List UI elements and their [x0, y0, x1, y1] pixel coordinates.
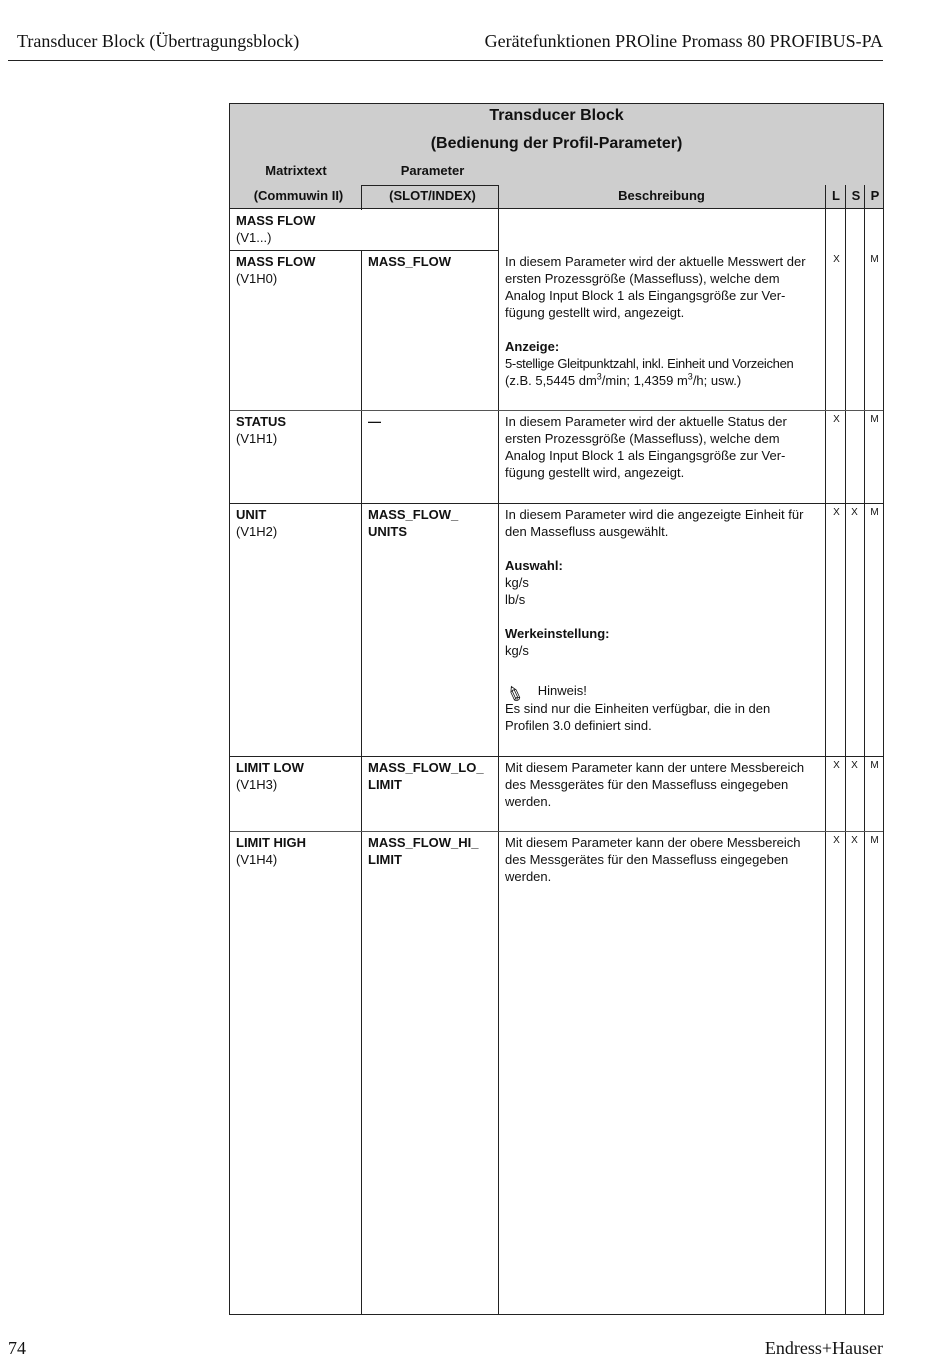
- flag-s: X: [851, 760, 858, 771]
- flag-s: X: [851, 507, 858, 518]
- flag-l: X: [833, 507, 840, 518]
- desc-label: Auswahl:: [505, 558, 563, 573]
- row-unit-matrix: [236, 506, 277, 540]
- flag-p: M: [870, 835, 879, 846]
- param-line1: —: [368, 414, 381, 429]
- desc-line: werden.: [505, 869, 552, 884]
- default-value: kg/s: [505, 643, 529, 658]
- note-heading: [503, 678, 825, 706]
- row-limit-low-desc: [505, 759, 825, 810]
- pencil-icon: ✎: [503, 678, 527, 706]
- param-line2: UNITS: [368, 524, 407, 539]
- note-line: Profilen 3.0 definiert sind.: [505, 718, 652, 733]
- matrix-code: (V1H4): [236, 852, 278, 867]
- desc-line: Mit diesem Parameter kann der untere Messbereich: [505, 760, 805, 775]
- desc-line: In diesem Parameter wird der aktuelle Messwert der: [505, 254, 806, 269]
- col-header-p: P: [870, 188, 880, 203]
- desc-label: Anzeige:: [505, 339, 560, 354]
- flag-l: X: [833, 254, 840, 265]
- matrix-name: LIMIT HIGH: [236, 835, 307, 850]
- desc-line: In diesem Parameter wird der aktuelle Status der: [505, 414, 787, 429]
- matrix-name: MASS FLOW: [236, 254, 316, 269]
- desc-line: 5-stellige Gleitpunktzahl, inkl. Einheit und Vorzeichen: [505, 356, 794, 371]
- desc-line: Mit diesem Parameter kann der obere Messbereich: [505, 835, 801, 850]
- column-divider: [845, 185, 846, 1315]
- col-header-l: L: [832, 188, 840, 203]
- header-divider: [498, 185, 499, 210]
- flag-p: M: [870, 414, 879, 425]
- col-header-matrix-line1: Matrixtext: [265, 163, 327, 178]
- column-divider: [498, 209, 499, 1315]
- col-header-s: S: [851, 188, 861, 203]
- row-limit-low-matrix: [236, 759, 304, 793]
- header-divider: [361, 185, 362, 210]
- option-item: lb/s: [505, 592, 526, 607]
- param-line1: MASS_FLOW: [368, 254, 452, 269]
- row-divider: [230, 756, 883, 757]
- row-limit-high-matrix: [236, 834, 306, 868]
- option-item: kg/s: [505, 575, 529, 590]
- group-name: MASS FLOW: [236, 213, 316, 228]
- flag-l: X: [833, 835, 840, 846]
- row-mass-flow-param: [368, 253, 451, 270]
- row-divider: [230, 831, 883, 832]
- param-line1: MASS_FLOW_: [368, 507, 459, 522]
- page-number: 74: [8, 1338, 26, 1358]
- matrix-name: STATUS: [236, 414, 287, 429]
- transducer-block-table: [229, 103, 884, 1315]
- flag-p: M: [870, 507, 879, 518]
- desc-line: ersten Prozessgröße (Massefluss), welche dem: [505, 271, 780, 286]
- row-limit-low-param: [368, 759, 484, 793]
- flag-p: M: [870, 254, 879, 265]
- row-limit-high-desc: [505, 834, 825, 885]
- desc-line: werden.: [505, 794, 552, 809]
- param-line2: LIMIT: [368, 852, 402, 867]
- header-divider: [361, 185, 498, 186]
- page-header: [8, 30, 883, 61]
- header-section-title: Transducer Block (Übertragungsblock): [17, 31, 300, 51]
- flag-l: X: [833, 414, 840, 425]
- param-line1: MASS_FLOW_LO_: [368, 760, 484, 775]
- col-header-description: Beschreibung: [618, 188, 705, 203]
- column-divider: [825, 185, 826, 1315]
- desc-line: In diesem Parameter wird die angezeigte Einheit für: [505, 507, 804, 522]
- header-document-title: Gerätefunktionen PROline Promass 80 PROFIBUS-PA: [484, 31, 883, 51]
- desc-line: Analog Input Block 1 als Eingangsgröße zur Ver-: [505, 448, 786, 463]
- desc-line: fügung gestellt wird, angezeigt.: [505, 305, 685, 320]
- desc-example: (z.B. 5,5445 $dm^3/\min$; 1,4359 $m^3/h$; usw.): [505, 371, 742, 388]
- desc-line: ersten Prozessgröße (Massefluss), welche dem: [505, 431, 780, 446]
- param-line2: LIMIT: [368, 777, 402, 792]
- flag-p: M: [870, 760, 879, 771]
- col-header-matrix-line2: (Commuwin II): [253, 188, 344, 203]
- col-header-param-line2: (SLOT/INDEX): [389, 188, 476, 203]
- flag-l: X: [833, 760, 840, 771]
- desc-line: den Massefluss ausgewählt.: [505, 524, 669, 539]
- flag-s: X: [851, 835, 858, 846]
- brand-logo-text: Endress+Hauser: [764, 1338, 883, 1358]
- table-header: [230, 104, 883, 209]
- table-title: Transducer Block: [489, 107, 624, 124]
- desc-line: des Messgerätes für den Massefluss eingegeben: [505, 852, 789, 867]
- desc-label: Werkeinstellung:: [505, 626, 610, 641]
- column-divider: [864, 185, 865, 1315]
- row-divider: [230, 250, 498, 251]
- matrix-code: (V1H1): [236, 431, 278, 446]
- note-line: Es sind nur die Einheiten verfügbar, die in den: [505, 701, 771, 716]
- matrix-code: (V1H0): [236, 271, 278, 286]
- row-status-matrix: [236, 413, 286, 447]
- group-code: (V1...): [236, 230, 272, 245]
- row-mass-flow-matrix: [236, 253, 315, 287]
- row-divider: [230, 503, 883, 504]
- desc-line: Analog Input Block 1 als Eingangsgröße zur Ver-: [505, 288, 786, 303]
- matrix-name: LIMIT LOW: [236, 760, 304, 775]
- matrix-name: UNIT: [236, 507, 267, 522]
- row-status-param: [368, 413, 381, 430]
- matrix-code: (V1H3): [236, 777, 278, 792]
- desc-line: des Messgerätes für den Massefluss eingegeben: [505, 777, 789, 792]
- row-unit-desc: [505, 506, 825, 734]
- row-status-desc: [505, 413, 825, 481]
- row-mass-flow-desc: [505, 253, 825, 389]
- row-unit-param: [368, 506, 458, 540]
- matrix-code: (V1H2): [236, 524, 278, 539]
- row-limit-high-param: [368, 834, 479, 868]
- row-divider: [230, 410, 883, 411]
- note-title: Hinweis!: [537, 683, 587, 698]
- param-line1: MASS_FLOW_HI_: [368, 835, 479, 850]
- desc-line: fügung gestellt wird, angezeigt.: [505, 465, 685, 480]
- group-row: [236, 212, 315, 246]
- table-subtitle: (Bedienung der Profil-Parameter): [430, 135, 683, 152]
- col-header-param-line1: Parameter: [400, 163, 465, 178]
